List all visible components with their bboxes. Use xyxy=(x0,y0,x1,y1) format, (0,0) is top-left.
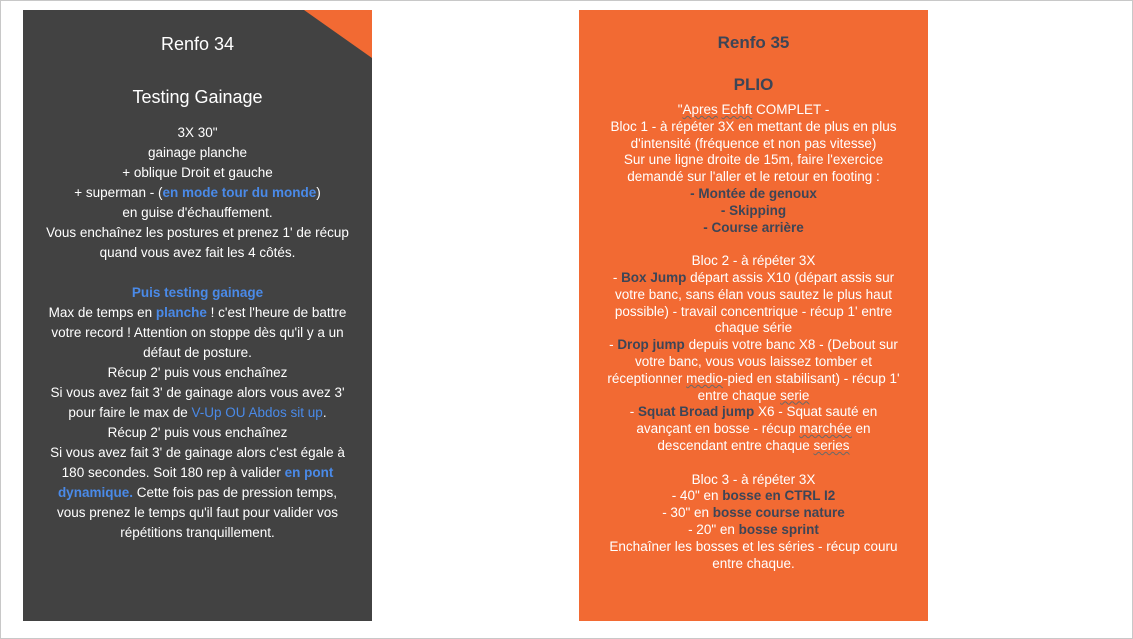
text-line: Récup 2' puis vous enchaînez xyxy=(107,365,288,380)
text-line: Bloc 1 - à répéter 3X en mettant de plus en plus xyxy=(610,118,897,134)
text-line xyxy=(23,303,372,323)
text-line: quand vous avez fait les 4 côtés. xyxy=(99,245,296,260)
text-line: votre banc, vous vous laissez tomber et xyxy=(634,353,873,369)
text-line: Bloc 2 - à répéter 3X xyxy=(691,253,816,269)
text-span: - xyxy=(612,269,622,285)
text-line xyxy=(589,522,918,539)
exercise-name: Drop jump xyxy=(617,337,685,353)
text-line: Bloc 3 - à répéter 3X xyxy=(691,471,816,487)
text-span: entre chaque xyxy=(697,387,781,403)
text-span: descendant entre chaque xyxy=(657,437,814,453)
text-span: X6 - Squat sauté en xyxy=(754,404,878,420)
card-renfo-35 xyxy=(579,10,928,621)
text-line xyxy=(23,183,372,203)
spellcheck-word: Apres xyxy=(682,102,718,117)
card-subtitle: PLIO xyxy=(733,75,774,94)
text-line xyxy=(589,505,918,522)
text-span: - 30" en xyxy=(662,505,713,521)
text-line: gainage planche xyxy=(147,145,248,160)
text-line xyxy=(589,488,918,505)
text-span: Max de temps en xyxy=(48,305,156,320)
exercise-item: - Course arrière xyxy=(703,219,804,235)
text-line xyxy=(589,371,918,388)
text-span: pour faire le max de xyxy=(68,405,192,420)
text-span: . xyxy=(322,405,327,420)
text-line: d'intensité (fréquence et non pas vitesse) xyxy=(630,135,877,151)
card-body xyxy=(589,102,918,572)
card-body xyxy=(23,123,372,543)
exercise-item: - Montée de genoux xyxy=(690,185,817,201)
text-line: demandé sur l'aller et le retour en footing : xyxy=(627,169,880,185)
exercise-name: Box Jump xyxy=(621,269,687,285)
text-line xyxy=(589,404,918,421)
text-line: vous prenez le temps qu'il faut pour valider vos xyxy=(57,505,338,520)
spellcheck-word: marchée xyxy=(799,421,852,437)
text-line xyxy=(589,421,918,438)
text-span: " xyxy=(677,102,683,117)
text-span: Cette fois pas de pression temps, xyxy=(132,485,338,500)
text-span: réceptionner xyxy=(607,370,687,386)
exercise-name: bosse en CTRL I2 xyxy=(722,488,836,504)
text-span: COMPLET - xyxy=(752,102,830,117)
card-renfo-34 xyxy=(23,10,372,621)
text-span: départ assis X10 (départ assis sur xyxy=(686,269,895,285)
spellcheck-word: serie xyxy=(780,387,810,403)
exercise-item: - Skipping xyxy=(720,202,787,218)
text-line xyxy=(589,388,918,405)
text-line: Sur une ligne droite de 15m, faire l'exercice xyxy=(623,152,884,168)
text-line xyxy=(23,463,372,483)
spellcheck-word: medio xyxy=(686,370,723,386)
text-line: 3X 30" xyxy=(177,125,218,140)
text-line: Si vous avez fait 3' de gainage alors c'est égale à xyxy=(50,445,345,460)
exercise-name: bosse course nature xyxy=(712,505,845,521)
text-span: depuis votre banc X8 - (Debout sur xyxy=(684,337,898,353)
highlight-text: V-Up OU Abdos sit up xyxy=(191,405,323,420)
section-heading: Puis testing gainage xyxy=(131,285,264,300)
text-line: votre record ! Attention on stoppe dès qu'il y a un xyxy=(51,325,344,340)
spellcheck-word: series xyxy=(813,437,850,453)
text-line: défaut de posture. xyxy=(143,345,252,360)
text-span: - xyxy=(629,404,638,420)
text-line: chaque série xyxy=(714,320,793,336)
text-line: possible) - travail concentrique - récup 1' entre xyxy=(614,303,893,319)
highlight-text: en mode tour du monde xyxy=(162,185,317,200)
text-line xyxy=(23,483,372,503)
card-subtitle: Testing Gainage xyxy=(132,87,263,107)
highlight-text: planche xyxy=(155,305,207,320)
text-span: ! c'est l'heure de battre xyxy=(206,305,347,320)
text-line xyxy=(23,403,372,423)
exercise-name: bosse sprint xyxy=(738,521,819,537)
card-title: Renfo 35 xyxy=(717,33,790,52)
text-line: + oblique Droit et gauche xyxy=(122,165,273,180)
text-span: - 20" en xyxy=(688,521,739,537)
text-span: avançant en bosse - récup xyxy=(636,421,800,437)
text-line: votre banc, sans élan vous sautez le plus haut xyxy=(615,286,892,302)
text-line: Si vous avez fait 3' de gainage alors vous avez 3' xyxy=(50,385,345,400)
text-span: 180 secondes. Soit 180 rep à valider xyxy=(61,465,285,480)
text-line xyxy=(589,438,918,455)
highlight-text: en pont xyxy=(284,465,334,480)
text-line xyxy=(589,270,918,287)
exercise-name: Squat Broad jump xyxy=(637,404,755,420)
text-line: Vous enchaînez les postures et prenez 1' de récup xyxy=(46,225,349,240)
text-line xyxy=(589,337,918,354)
text-line: répétitions tranquillement. xyxy=(120,525,275,540)
highlight-text: dynamique. xyxy=(57,485,133,500)
text-line: Récup 2' puis vous enchaînez xyxy=(107,425,288,440)
text-span: ) xyxy=(316,185,321,200)
text-span: en xyxy=(851,421,871,437)
text-span: -pied en stabilisant) - récup 1' xyxy=(722,370,900,386)
text-line: entre chaque. xyxy=(712,555,795,571)
text-span: - xyxy=(609,337,618,353)
spellcheck-word: Echft xyxy=(721,102,753,117)
card-title: Renfo 34 xyxy=(160,34,235,54)
text-span: + superman - ( xyxy=(74,185,163,200)
text-line xyxy=(589,102,918,119)
text-line: en guise d'échauffement. xyxy=(122,205,273,220)
text-span: - 40" en xyxy=(671,488,723,504)
text-line: Enchaîner les bosses et les séries - récup couru xyxy=(609,538,898,554)
